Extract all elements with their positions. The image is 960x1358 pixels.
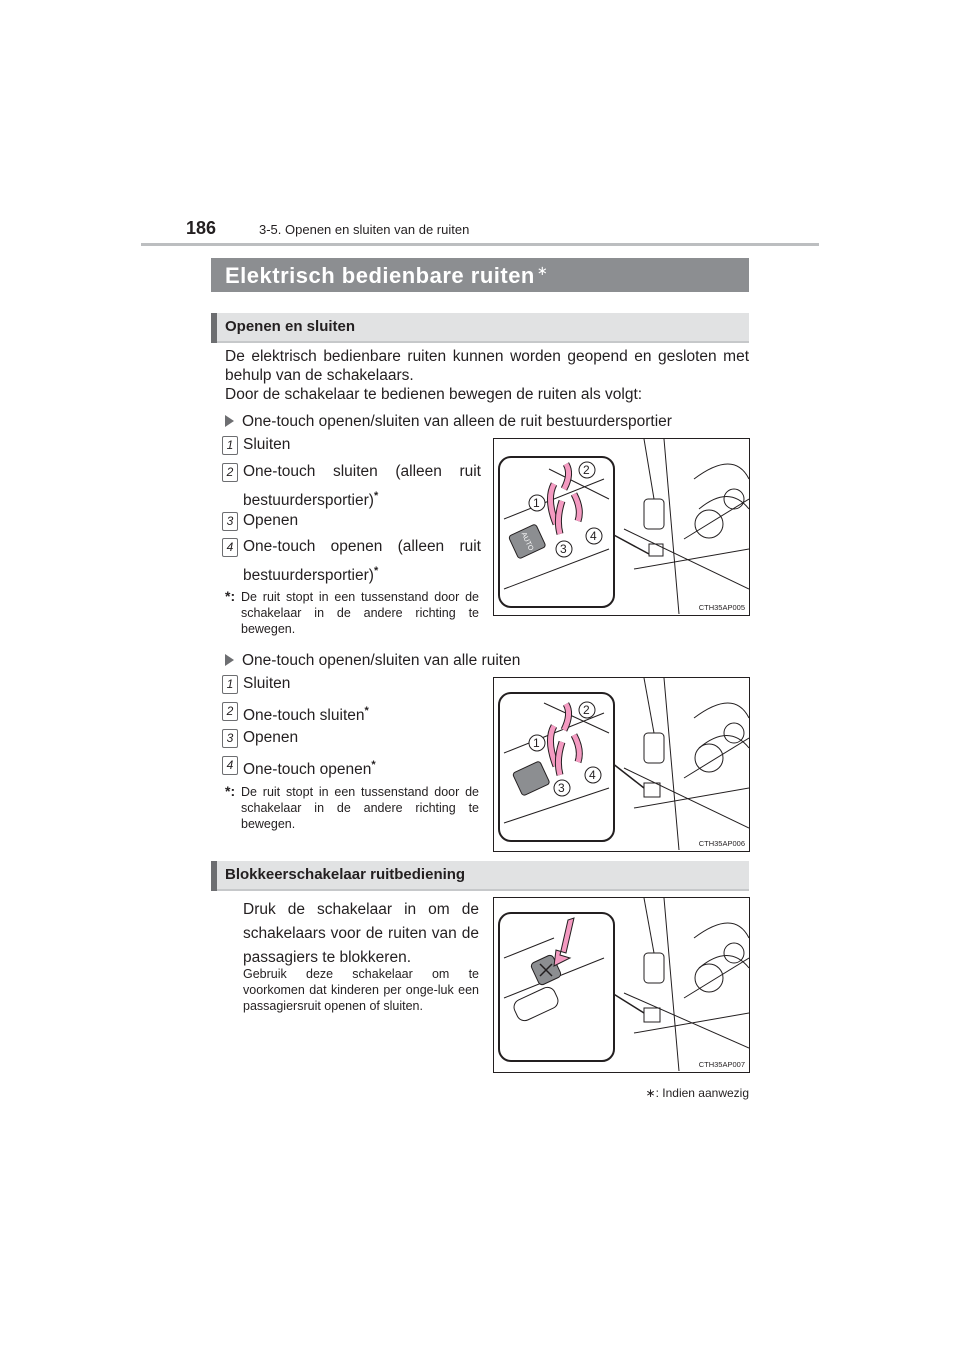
triangle-bullet-icon xyxy=(225,415,234,427)
triangle-bullet-icon xyxy=(225,654,234,666)
item-close: Sluiten xyxy=(243,675,291,692)
title-asterisk: ∗ xyxy=(536,263,549,278)
figure-code: CTH35AP006 xyxy=(698,839,745,848)
svg-text:3: 3 xyxy=(560,542,567,556)
chapter-title: 3-5. Openen en sluiten van de ruiten xyxy=(259,222,470,237)
item-one-touch-close: One-touch sluiten (alleen ruit bestuurdersportier)* xyxy=(243,463,481,509)
item-open: Openen xyxy=(243,512,299,529)
callout-3: 3 xyxy=(222,512,238,531)
section-title: Blokkeerschakelaar ruitbediening xyxy=(225,866,466,883)
section-title: Openen en sluiten xyxy=(225,318,356,335)
item-one-touch-open: One-touch openen (alleen ruit bestuurdersportier)* xyxy=(243,538,481,584)
title-banner xyxy=(211,258,749,292)
callout-3: 3 xyxy=(222,729,238,748)
bullet-driver-window: One-touch openen/sluiten van alleen de ruit bestuurdersportier xyxy=(225,412,672,431)
page-number: 186 xyxy=(186,218,217,238)
figure-lock-switch xyxy=(493,897,750,1073)
callout-1: 1 xyxy=(222,675,238,694)
callout-4: 4 xyxy=(222,538,238,557)
switch-illustration-2 xyxy=(494,678,749,851)
svg-text:2: 2 xyxy=(583,703,590,717)
item-open: Openen xyxy=(243,729,299,746)
lock-switch-instruction: Druk de schakelaar in om de schakelaars voor de ruiten van de passagiers te blokkeren. xyxy=(243,901,479,966)
callout-4: 4 xyxy=(222,756,238,775)
section-header-open-close xyxy=(211,313,749,343)
callout-2: 2 xyxy=(222,702,238,721)
figure-all-switches xyxy=(493,677,750,852)
svg-text:4: 4 xyxy=(589,768,596,782)
item-one-touch-close: One-touch sluiten* xyxy=(243,705,369,724)
section-header-lock-switch xyxy=(211,861,749,891)
intro-paragraph-1: De elektrisch bedienbare ruiten kunnen worden geopend en gesloten met behulp van de schakelaars. xyxy=(225,348,749,384)
lock-switch-illustration xyxy=(494,898,749,1072)
item-one-touch-open: One-touch openen* xyxy=(243,759,376,778)
item-close: Sluiten xyxy=(243,436,291,453)
svg-text:1: 1 xyxy=(533,736,540,750)
bullet-all-windows: One-touch openen/sluiten van alle ruiten xyxy=(225,651,520,670)
figure-code: CTH35AP007 xyxy=(698,1060,745,1069)
auto-label: AUTO xyxy=(519,531,535,552)
figure-driver-switch xyxy=(493,438,750,616)
svg-text:2: 2 xyxy=(583,463,590,477)
lock-switch-note: Gebruik deze schakelaar om te voorkomen dat kinderen per onge-luk een passagiersruit openen of sluiten. xyxy=(243,967,479,1013)
footnote-if-equipped: ∗: Indien aanwezig xyxy=(645,1086,749,1100)
note-stop: *: De ruit stopt in een tussenstand door de schakelaar in de andere richting te bewegen. xyxy=(225,783,479,831)
figure-code: CTH35AP005 xyxy=(698,603,745,612)
callout-1: 1 xyxy=(222,436,238,455)
page-title: Elektrisch bedienbare ruiten ∗ xyxy=(225,263,549,288)
intro-paragraph-2: Door de schakelaar te bedienen bewegen de ruiten als volgt: xyxy=(225,386,643,403)
svg-text:4: 4 xyxy=(590,529,597,543)
callout-2: 2 xyxy=(222,463,238,482)
svg-text:3: 3 xyxy=(558,781,565,795)
switch-illustration-1 xyxy=(494,439,749,615)
note-stop: *: De ruit stopt in een tussenstand door de schakelaar in de andere richting te bewegen. xyxy=(225,588,479,636)
svg-text:1: 1 xyxy=(533,496,540,510)
header-rule xyxy=(141,243,819,246)
